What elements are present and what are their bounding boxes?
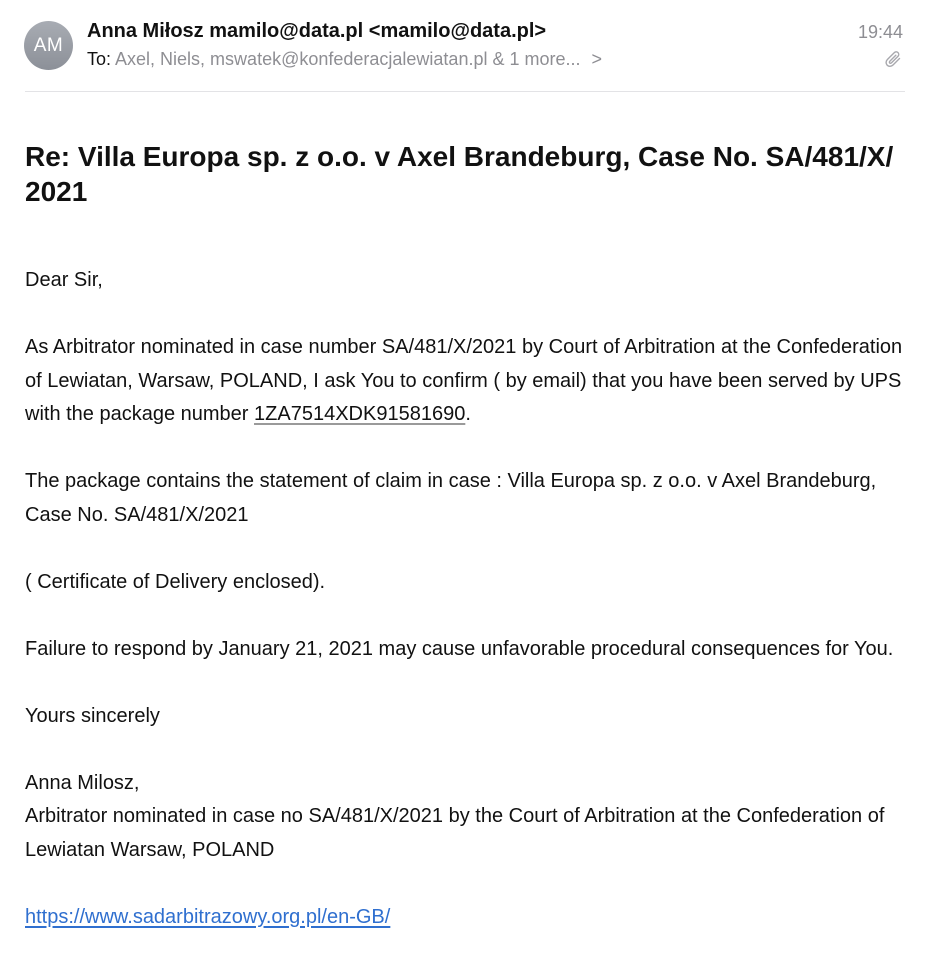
signature-title: Arbitrator nominated in case no SA/481/X/2021 by the Court of Arbitration at the Confederation of Lewiatan Warsaw, POLAND — [25, 805, 885, 861]
chevron-right-icon[interactable]: > — [591, 49, 603, 69]
paragraph-text-end: . — [465, 403, 471, 425]
paragraph-certificate: ( Certificate of Delivery enclosed). — [25, 570, 326, 593]
to-label: To: — [87, 49, 112, 69]
paperclip-icon — [885, 50, 903, 70]
sender-avatar[interactable]: AM — [24, 21, 73, 70]
paragraph-confirmation-request — [25, 331, 910, 432]
website-link[interactable]: https://www.sadarbitrazowy.org.pl/en-GB/ — [25, 905, 391, 928]
recipients-row[interactable] — [87, 49, 602, 70]
email-subject: Re: Villa Europa sp. z o.o. v Axel Brandeburg, Case No. SA/481/X/ 2021 — [25, 141, 894, 207]
recipients-list[interactable]: Axel, Niels, mswatek@konfederacjalewiatan.pl & 1 more... — [115, 49, 581, 69]
greeting: Dear Sir, — [25, 269, 103, 291]
closing: Yours sincerely — [25, 704, 160, 727]
email-body — [25, 264, 910, 934]
paragraph-deadline: Failure to respond by January 21, 2021 may cause unfavorable procedural consequences for You. — [25, 637, 894, 660]
header-divider — [25, 91, 905, 92]
paragraph-text: As Arbitrator nominated in case number SA/481/X/2021 by Court of Arbitration at the Confederation of Lewiatan, Warsaw, POLAND, I ask You to confirm ( by email) that you have been served by UPS with the package number — [25, 336, 903, 425]
message-header — [0, 0, 936, 92]
signature-name: Anna Milosz, — [25, 771, 140, 794]
sender-name[interactable]: Anna Miłosz mamilo@data.pl <mamilo@data.pl> — [87, 20, 547, 42]
message-time: 19:44 — [857, 22, 903, 42]
tracking-number[interactable]: 1ZA7514XDK91581690 — [254, 403, 466, 425]
paragraph-package-contents: The package contains the statement of claim in case : Villa Europa sp. z o.o. v Axel Brandeburg, Case No. SA/481/X/2021 — [25, 470, 877, 526]
website-link-row — [25, 901, 910, 935]
